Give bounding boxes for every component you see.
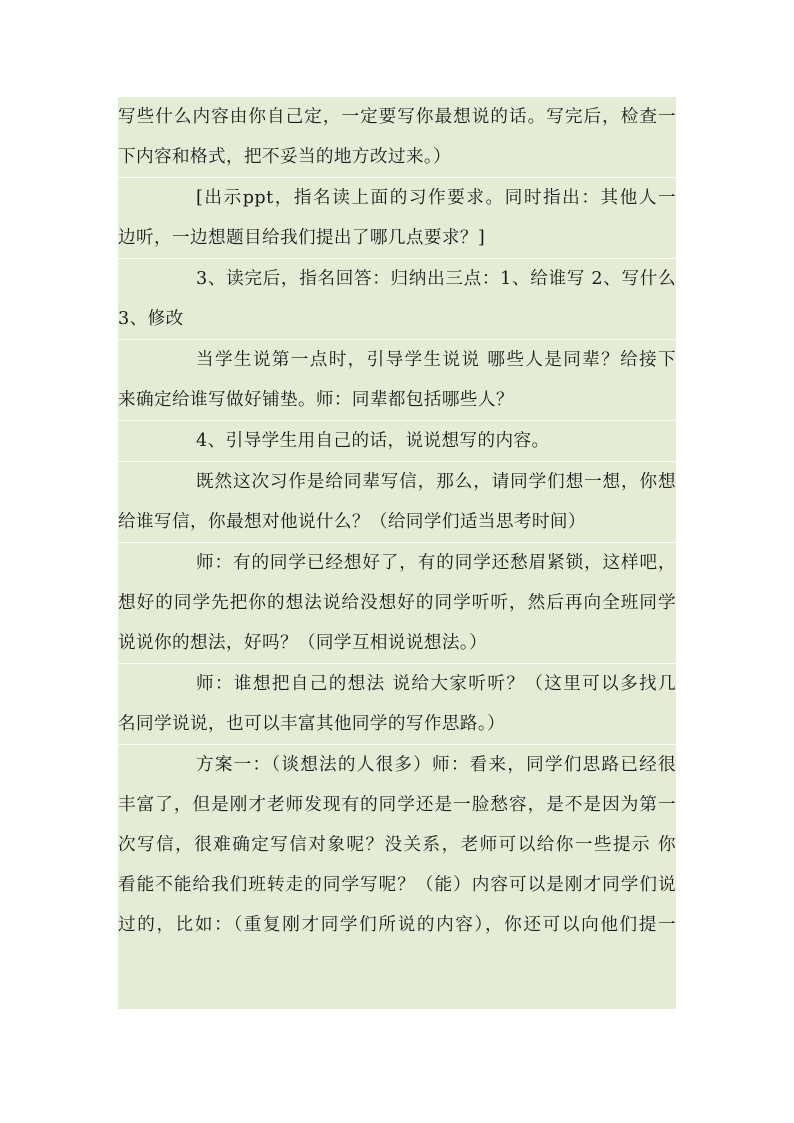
paragraph-separator bbox=[118, 258, 676, 259]
paragraph-separator bbox=[118, 339, 676, 340]
paragraph-separator bbox=[118, 461, 676, 462]
paragraph bbox=[118, 340, 676, 420]
text-line: 来确定给谁写做好铺垫。师：同辈都包括哪些人？ bbox=[118, 390, 514, 410]
text-line: 下内容和格式，把不妥当的地方改过来。） bbox=[118, 147, 452, 167]
text-line: 4、引导学生用自己的话，说说想写的内容。 bbox=[196, 431, 550, 451]
text-line: 师：有的同学已经想好了，有的同学还愁眉紧锁，这样吧， bbox=[196, 553, 676, 573]
paragraph bbox=[118, 664, 676, 744]
paragraph bbox=[118, 178, 676, 258]
paragraph bbox=[118, 462, 676, 542]
text-line: 既然这次习作是给同辈写信，那么，请同学们想一想，你想 bbox=[196, 472, 676, 492]
paragraph-separator bbox=[118, 663, 676, 664]
text-line: 名同学说说，也可以丰富其他同学的写作思路。） bbox=[118, 714, 506, 734]
text-line: 写些什么内容由你自己定，一定要写你最想说的话。写完后，检查一 bbox=[118, 107, 676, 127]
text-line: 丰富了，但是刚才老师发现有的同学还是一脸愁容，是不是因为第一 bbox=[118, 795, 676, 815]
paragraph bbox=[118, 97, 676, 177]
text-line: 给谁写信，你最想对他说什么？（给同学们适当思考时间） bbox=[118, 512, 586, 532]
paragraph-separator bbox=[118, 744, 676, 745]
text-line: 方案一：（谈想法的人很多）师：看来，同学们思路已经很 bbox=[196, 755, 676, 775]
text-line: 边听，一边想题目给我们提出了哪几点要求？] bbox=[118, 228, 486, 248]
text-line: 说说你的想法，好吗？（同学互相说说想法。） bbox=[118, 633, 488, 653]
text-line: 想好的同学先把你的想法说给没想好的同学听听，然后再向全班同学 bbox=[118, 593, 676, 613]
paragraph bbox=[118, 543, 676, 663]
text-line: 看能不能给我们班转走的同学写呢？（能）内容可以是刚才同学们说 bbox=[118, 875, 676, 895]
text-line: 次写信，很难确定写信对象呢？没关系，老师可以给你一些提示 你 bbox=[118, 835, 676, 855]
paragraph-separator bbox=[118, 177, 676, 178]
text-line: 过的，比如：（重复刚才同学们所说的内容），你还可以向他们提一 bbox=[118, 915, 676, 935]
paragraph-separator bbox=[118, 420, 676, 421]
text-line: 师：谁想把自己的想法 说给大家听听？（这里可以多找几 bbox=[196, 674, 676, 694]
paragraph bbox=[118, 745, 676, 945]
text-line: 3、修改 bbox=[118, 309, 184, 329]
paragraph bbox=[118, 421, 676, 461]
paragraph bbox=[118, 259, 676, 339]
paragraph-separator bbox=[118, 542, 676, 543]
text-line: [出示ppt，指名读上面的习作要求。同时指出：其他人一 bbox=[196, 188, 676, 208]
text-line: 3、读完后，指名回答：归纳出三点：1、给谁写 2、写什么 bbox=[196, 269, 676, 289]
text-line: 当学生说第一点时，引导学生说说 哪些人是同辈？给接下 bbox=[196, 350, 676, 370]
document-text-block bbox=[118, 97, 676, 1009]
